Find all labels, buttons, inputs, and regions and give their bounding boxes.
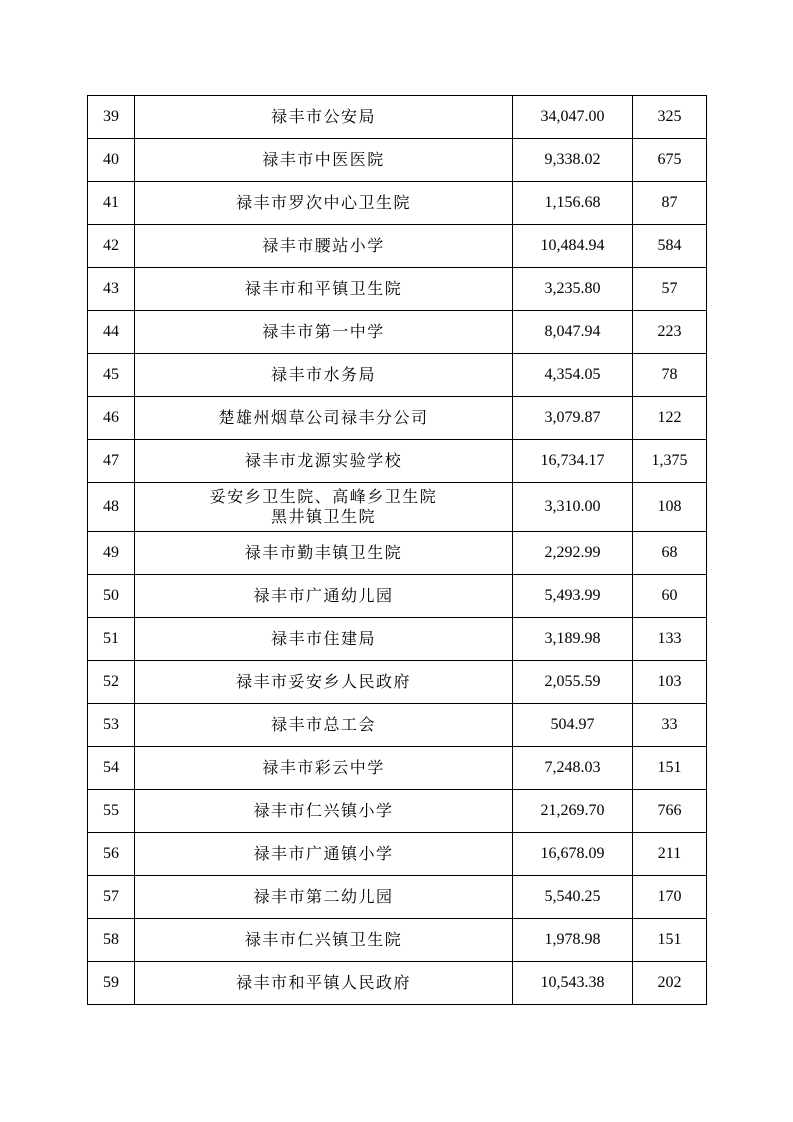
row-number-cell: 58 [88,919,135,962]
count-cell: 202 [633,962,707,1005]
count-cell: 68 [633,532,707,575]
unit-name-line: 禄丰市广通镇小学 [253,844,394,863]
unit-name-line: 楚雄州烟草公司禄丰分公司 [218,408,429,427]
unit-name-cell [135,182,513,225]
table-row [88,440,707,483]
row-number-cell: 46 [88,397,135,440]
table-row [88,354,707,397]
amount-cell: 5,540.25 [513,876,633,919]
table-row [88,962,707,1005]
count-cell: 57 [633,268,707,311]
count-cell: 108 [633,483,707,532]
unit-name-line: 禄丰市彩云中学 [262,758,385,777]
unit-name-cell [135,919,513,962]
unit-name-line: 禄丰市勤丰镇卫生院 [244,543,403,562]
count-cell: 675 [633,139,707,182]
row-number-cell: 40 [88,139,135,182]
unit-name-line: 禄丰市龙源实验学校 [244,451,403,470]
unit-name-line: 禄丰市中医医院 [262,150,385,169]
row-number-cell: 47 [88,440,135,483]
table-row [88,139,707,182]
unit-name-line: 禄丰市和平镇人民政府 [235,973,411,992]
amount-cell: 2,292.99 [513,532,633,575]
unit-name-cell [135,397,513,440]
unit-name-cell [135,139,513,182]
row-number-cell: 59 [88,962,135,1005]
unit-name-cell [135,311,513,354]
table-row [88,182,707,225]
unit-name-line: 禄丰市广通幼儿园 [253,586,394,605]
amount-cell: 4,354.05 [513,354,633,397]
unit-name-cell [135,661,513,704]
row-number-cell: 44 [88,311,135,354]
unit-name-line: 禄丰市公安局 [270,107,376,126]
unit-name-line: 禄丰市仁兴镇卫生院 [244,930,403,949]
count-cell: 103 [633,661,707,704]
amount-cell: 3,235.80 [513,268,633,311]
amount-cell: 9,338.02 [513,139,633,182]
table-row [88,397,707,440]
unit-name-cell [135,618,513,661]
row-number-cell: 52 [88,661,135,704]
count-cell: 766 [633,790,707,833]
unit-name-line: 禄丰市住建局 [270,629,376,648]
count-cell: 151 [633,919,707,962]
table-row [88,876,707,919]
unit-name-cell [135,833,513,876]
row-number-cell: 42 [88,225,135,268]
table-row [88,96,707,139]
unit-name-cell [135,790,513,833]
table-body [88,96,707,1005]
count-cell: 325 [633,96,707,139]
unit-name-line: 黑井镇卫生院 [270,507,376,526]
amount-cell: 1,156.68 [513,182,633,225]
amount-cell: 504.97 [513,704,633,747]
table-row [88,618,707,661]
amount-cell: 21,269.70 [513,790,633,833]
amount-cell: 2,055.59 [513,661,633,704]
row-number-cell: 57 [88,876,135,919]
row-number-cell: 39 [88,96,135,139]
unit-name-cell [135,532,513,575]
row-number-cell: 53 [88,704,135,747]
unit-name-cell [135,704,513,747]
table-row [88,704,707,747]
data-table [87,95,707,1005]
count-cell: 60 [633,575,707,618]
amount-cell: 8,047.94 [513,311,633,354]
table-row [88,661,707,704]
table-row [88,575,707,618]
unit-name-cell [135,747,513,790]
unit-name-cell [135,962,513,1005]
amount-cell: 10,543.38 [513,962,633,1005]
unit-name-line: 禄丰市总工会 [270,715,376,734]
unit-name-line: 禄丰市第一中学 [262,322,385,341]
row-number-cell: 54 [88,747,135,790]
row-number-cell: 50 [88,575,135,618]
unit-name-line: 禄丰市罗次中心卫生院 [235,193,411,212]
count-cell: 133 [633,618,707,661]
amount-cell: 3,189.98 [513,618,633,661]
amount-cell: 3,079.87 [513,397,633,440]
count-cell: 122 [633,397,707,440]
table-row [88,532,707,575]
table-row [88,483,707,532]
count-cell: 151 [633,747,707,790]
count-cell: 211 [633,833,707,876]
unit-name-cell [135,225,513,268]
table-row [88,311,707,354]
unit-name-line: 禄丰市和平镇卫生院 [244,279,403,298]
unit-name-cell [135,96,513,139]
row-number-cell: 43 [88,268,135,311]
count-cell: 87 [633,182,707,225]
row-number-cell: 49 [88,532,135,575]
table-row [88,225,707,268]
amount-cell: 16,734.17 [513,440,633,483]
amount-cell: 34,047.00 [513,96,633,139]
row-number-cell: 56 [88,833,135,876]
table-row [88,833,707,876]
table-row [88,268,707,311]
count-cell: 78 [633,354,707,397]
table-row [88,790,707,833]
unit-name-cell [135,440,513,483]
count-cell: 1,375 [633,440,707,483]
row-number-cell: 51 [88,618,135,661]
amount-cell: 10,484.94 [513,225,633,268]
count-cell: 33 [633,704,707,747]
row-number-cell: 55 [88,790,135,833]
count-cell: 584 [633,225,707,268]
amount-cell: 1,978.98 [513,919,633,962]
count-cell: 223 [633,311,707,354]
unit-name-cell [135,483,513,532]
amount-cell: 7,248.03 [513,747,633,790]
unit-name-line: 禄丰市腰站小学 [262,236,385,255]
row-number-cell: 48 [88,483,135,532]
unit-name-line: 禄丰市第二幼儿园 [253,887,394,906]
unit-name-cell [135,268,513,311]
unit-name-line: 禄丰市妥安乡人民政府 [235,672,411,691]
count-cell: 170 [633,876,707,919]
row-number-cell: 41 [88,182,135,225]
amount-cell: 16,678.09 [513,833,633,876]
unit-name-line: 禄丰市仁兴镇小学 [253,801,394,820]
table-row [88,747,707,790]
unit-name-cell [135,354,513,397]
unit-name-line: 妥安乡卫生院、高峰乡卫生院 [209,487,438,506]
row-number-cell: 45 [88,354,135,397]
amount-cell: 5,493.99 [513,575,633,618]
unit-name-cell [135,876,513,919]
unit-name-line: 禄丰市水务局 [270,365,376,384]
amount-cell: 3,310.00 [513,483,633,532]
table-row [88,919,707,962]
unit-name-cell [135,575,513,618]
